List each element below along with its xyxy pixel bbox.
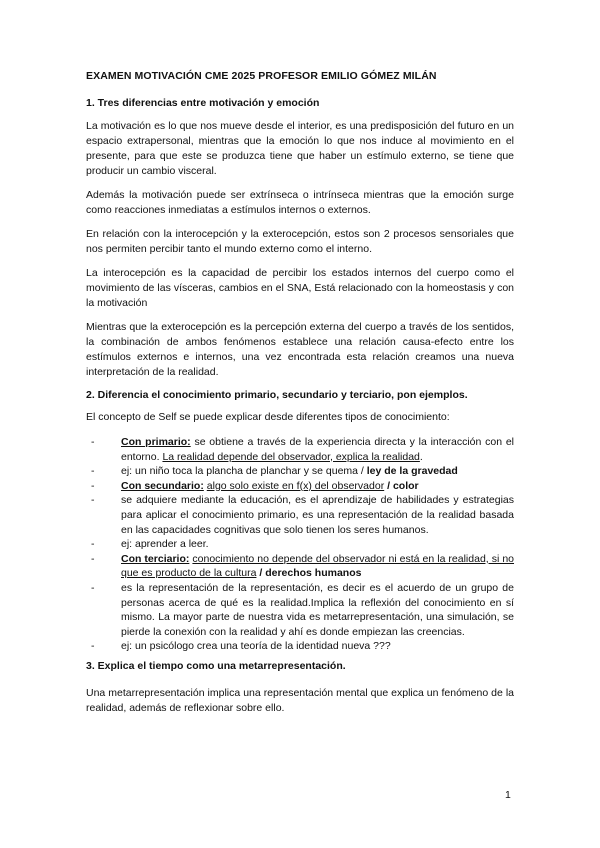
primario-underline: La realidad depende del observador, explica la realidad [162, 450, 420, 463]
paragraph: Una metarrepresentación implica una representación mental que explica un fenómeno de la realidad, además de reflexionar sobre ello. [86, 686, 514, 714]
list-item-terciario [86, 552, 514, 581]
bullet-dash: - [91, 465, 95, 478]
example-3-text: ej: un psicólogo crea una teoría de la identidad nueva ??? [121, 640, 391, 653]
knowledge-list [86, 435, 514, 654]
paragraph: Mientras que la exterocepción es la percepción externa del cuerpo a través de los sentidos, la combinación de ambos fenómenos establece una relación causa-efecto entre los estímulos externos e internos, una vez encontrada esta relación creamos una nueva interpretación de la realidad. [86, 321, 514, 378]
list-item-example-3 [86, 639, 514, 654]
bullet-dash: - [91, 640, 95, 653]
terciario-separator: / [256, 567, 266, 580]
example-1-text: ej: un niño toca la plancha de planchar y se quema / [121, 465, 367, 478]
terciario-label: Con terciario: [121, 552, 190, 565]
bullet-dash: - [91, 538, 95, 551]
paragraph: En relación con la interocepción y la exterocepción, estos son 2 procesos sensoriales que nos permiten percibir tanto el mundo externo como el interno. [86, 228, 514, 255]
terciario-description: es la representación de la representación, es decir es el acuerdo de un grupo de personas acerca de qué es la realidad.Implica la reflexión del conocimiento en sí mismo. La mayor parte de nuestra vida es metarrepresentación, una simulación, se pierde la conexión con la realidad y ahí es donde empiezan las creencias. [121, 581, 514, 638]
secundario-underline: algo solo existe en f(x) del observador [206, 479, 385, 492]
list-item-terciario-desc [86, 581, 514, 639]
list-item-secundario [86, 479, 514, 494]
list-item-secundario-desc [86, 493, 514, 537]
paragraph: La interocepción es la capacidad de percibir los estados internos del cuerpo como el movimiento de las vísceras, cambios en el SNA, Está relacionado con la homeostasis y con la motivación [86, 267, 514, 309]
bullet-dash: - [91, 479, 95, 492]
section-1-heading: 1. Tres diferencias entre motivación y emoción [86, 97, 320, 109]
primario-label: Con primario: [121, 436, 191, 448]
example-1-bold: ley de la gravedad [366, 465, 458, 478]
secundario-bold: color [392, 479, 419, 492]
secundario-label: Con secundario: [121, 479, 204, 492]
document-content [86, 70, 514, 725]
page-number: 1 [505, 789, 511, 801]
primario-text: se obtiene a través de la experiencia directa y la interacción con el entorno. [121, 436, 514, 463]
terciario-bold: derechos humanos [265, 567, 362, 580]
list-item-primario [86, 435, 514, 464]
section-3-heading: 3. Explica el tiempo como una metarrepresentación. [86, 659, 346, 672]
primario-end: . [419, 450, 423, 463]
paragraph: Además la motivación puede ser extrínseca o intrínseca mientras que la emoción surge como reacciones inmediatas a estímulos internos o externos. [86, 189, 514, 216]
section-2-intro: El concepto de Self se puede explicar desde diferentes tipos de conocimiento: [86, 411, 450, 423]
section-2-heading: 2. Diferencia el conocimiento primario, secundario y terciario, pon ejemplos. [86, 389, 468, 401]
bullet-dash: - [91, 581, 95, 594]
list-item-example-2 [86, 537, 514, 552]
list-item-example-1 [86, 464, 514, 479]
example-2-text: ej: aprender a leer. [121, 538, 209, 551]
bullet-dash: - [91, 494, 95, 507]
secundario-separator: / [384, 479, 393, 492]
paragraph: La motivación es lo que nos mueve desde el interior, es una predisposición del futuro en un espacio extrapersonal, mientras que la emoción lo que nos induce al movimiento en el presente, para que este se produzca tiene que haber un estímulo externo, se tiene que producir un cambio visceral. [86, 120, 514, 177]
terciario-underline: conocimiento no depende del observador ni está en la realidad, si no que es producto de la cultura [121, 552, 515, 580]
secundario-description: se adquiere mediante la educación, es el aprendizaje de habilidades y estrategias para aplicar el conocimiento primario, es una representación de la realidad basada en las capacidades cognitivas que solo tienen los seres humanos. [121, 494, 514, 536]
bullet-dash: - [91, 552, 95, 565]
bullet-dash: - [91, 436, 95, 448]
document-title: EXAMEN MOTIVACIÓN CME 2025 PROFESOR EMILIO GÓMEZ MILÁN [86, 70, 437, 82]
